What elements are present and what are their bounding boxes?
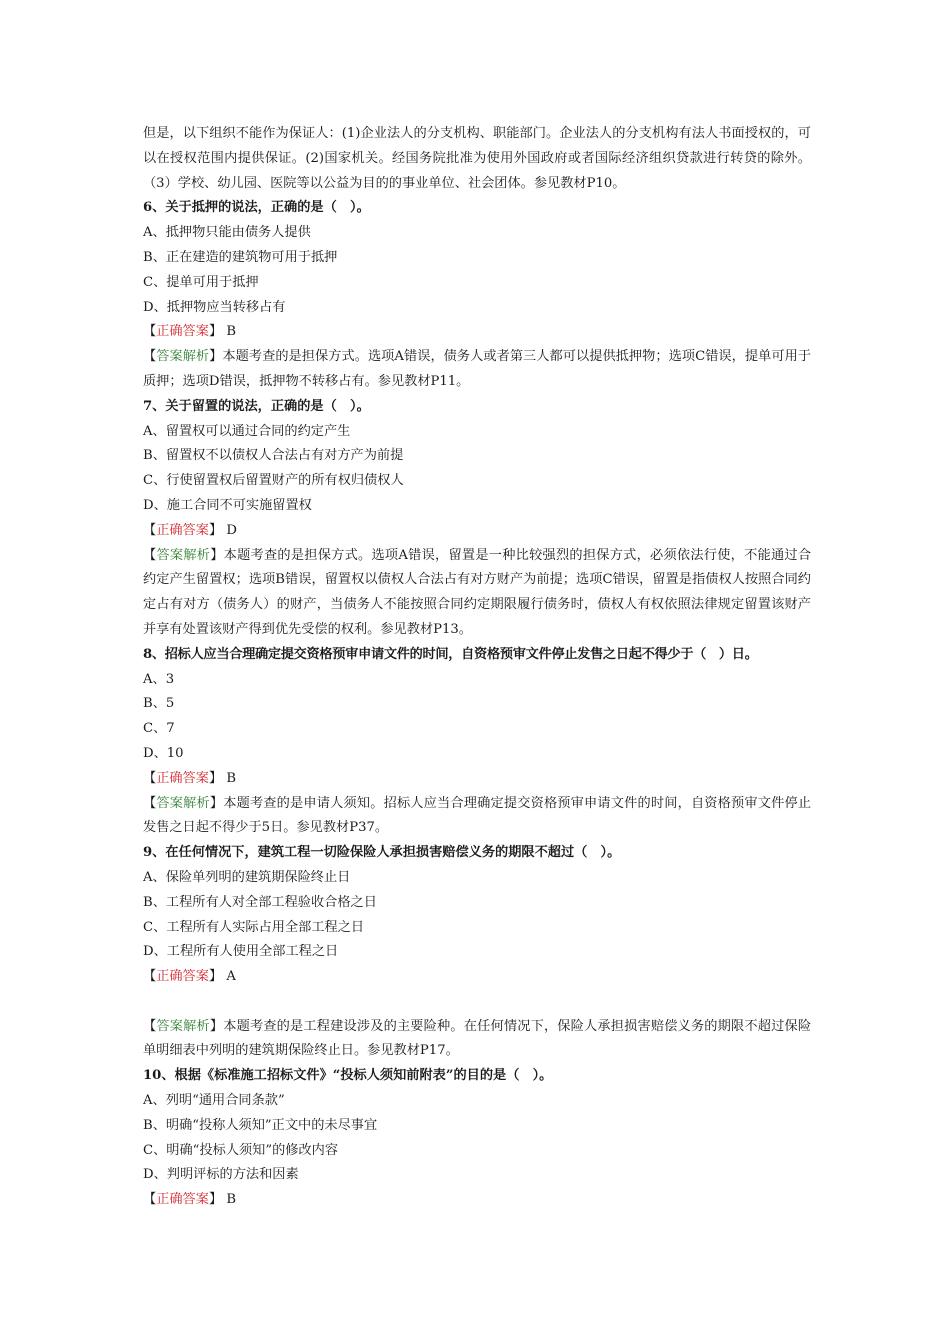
question-8-option-d: D、10: [143, 745, 184, 761]
question-8-answer: 【正确答案】 B: [143, 770, 237, 786]
question-8-option-a: A、3: [143, 671, 175, 687]
question-8-stem: 8、招标人应当合理确定提交资格预审申请文件的时间，自资格预审文件停止发售之日起不得少于（ ）日。: [143, 646, 758, 662]
answer-value: B: [226, 770, 237, 786]
question-9-answer: 【正确答案】 A: [143, 969, 236, 985]
answer-label: 正确答案: [156, 969, 209, 985]
question-6-explanation: 【答案解析】本题考查的是担保方式。选项A错误，债务人或者第三人都可以提供抵押物；选项C错误，提单可用于质押；选项D错误，抵押物不转移占有。参见教材P11。: [143, 349, 812, 389]
question-6-option-c: C、提单可用于抵押: [143, 274, 259, 290]
answer-label: 正确答案: [156, 1192, 209, 1208]
question-9-explanation: 【答案解析】本题考查的是工程建设涉及的主要险种。在任何情况下，保险人承担损害赔偿义务的期限不超过保险单明细表中列明的建筑期保险终止日。参见教材P17。: [143, 1018, 812, 1059]
explanation-text: 本题考查的是工程建设涉及的主要险种。在任何情况下，保险人承担损害赔偿义务的期限不超过保险单明细表中列明的建筑期保险终止日。参见教材P17。: [143, 1018, 812, 1059]
question-7-option-c: C、行使留置权后留置财产的所有权归债权人: [143, 473, 404, 489]
answer-value: B: [226, 324, 237, 340]
question-6-option-b: B、正在建造的建筑物可用于抵押: [143, 249, 338, 265]
question-10-stem: 10、根据《标准施工招标文件》“投标人须知前附表”的目的是（ ）。: [143, 1068, 553, 1084]
question-6-stem: 6、关于抵押的说法，正确的是（ ）。: [143, 200, 370, 216]
question-6-answer: 【正确答案】 B: [143, 324, 237, 340]
explanation-label: 答案解析: [156, 795, 210, 811]
explanation-label: 答案解析: [156, 1018, 210, 1034]
question-10-option-d: D、判明评标的方法和因素: [143, 1167, 299, 1183]
answer-value: B: [226, 1192, 237, 1208]
question-10-answer: 【正确答案】 B: [143, 1192, 237, 1208]
question-9-option-a: A、保险单列明的建筑期保险终止日: [143, 869, 351, 885]
question-9-option-c: C、工程所有人实际占用全部工程之日: [143, 919, 365, 935]
question-10-option-b: B、明确“投称人须知”正文中的未尽事宜: [143, 1117, 378, 1133]
explanation-text: 本题考查的是担保方式。选项A错误，留置是一种比较强烈的担保方式，必须依法行使，不能通过合约定产生留置权；选项B错误，留置权以债权人合法占有对方财产为前提；选项C错误，留置是指债权人按照合同约定占有对方（债务人）的财产，当债务人不能按照合同约定期限履行债务时，债权人有权依照法律规定留置该财产并享有处置该财产得到优先受偿的权利。参见教材P13。: [143, 547, 812, 637]
question-7-option-a: A、留置权可以通过合同的约定产生: [143, 423, 351, 439]
question-7-explanation: 【答案解析】本题考查的是担保方式。选项A错误，留置是一种比较强烈的担保方式，必须依法行使，不能通过合约定产生留置权；选项B错误，留置权以债权人合法占有对方财产为前提；选项C错误，留置是指债权人按照合同约定占有对方（债务人）的财产，当债务人不能按照合同约定期限履行债务时，债权人有权依照法律规定留置该财产并享有处置该财产得到优先受偿的权利。参见教材P13。: [143, 547, 812, 637]
question-7-stem: 7、关于留置的说法，正确的是（ ）。: [143, 398, 370, 414]
question-6-option-a: A、抵押物只能由债务人提供: [143, 225, 311, 241]
intro-paragraph: 但是，以下组织不能作为保证人：(1)企业法人的分支机构、职能部门。企业法人的分支机构有法人书面授权的，可以在授权范围内提供保证。(2)国家机关。经国务院批准为使用外国政府或者国际经济组织贷款进行转贷的除外。（3）学校、幼儿园、医院等以公益为目的的事业单位、社会团体。参见教材P10。: [143, 126, 811, 191]
explanation-label: 答案解析: [156, 349, 210, 365]
explanation-text: 本题考查的是申请人须知。招标人应当合理确定提交资格预审申请文件的时间，自资格预审文件停止发售之日起不得少于5日。参见教材P37。: [143, 795, 812, 836]
question-10-option-a: A、列明“通用合同条款”: [143, 1093, 285, 1109]
question-6-option-d: D、抵押物应当转移占有: [143, 299, 286, 315]
blank-line: [143, 990, 811, 1015]
document-page: [143, 122, 811, 1213]
question-10-option-c: C、明确“投标人须知”的修改内容: [143, 1142, 339, 1158]
question-9-option-d: D、工程所有人使用全部工程之日: [143, 944, 339, 960]
answer-label: 正确答案: [156, 324, 209, 340]
question-9-option-b: B、工程所有人对全部工程验收合格之日: [143, 894, 377, 910]
explanation-text: 本题考查的是担保方式。选项A错误，债务人或者第三人都可以提供抵押物；选项C错误，提单可用于质押；选项D错误，抵押物不转移占有。参见教材P11。: [143, 349, 812, 389]
answer-label: 正确答案: [156, 770, 209, 786]
question-9-stem: 9、在任何情况下，建筑工程一切险保险人承担损害赔偿义务的期限不超过（ ）。: [143, 845, 621, 861]
question-8-option-c: C、7: [143, 721, 175, 737]
answer-label: 正确答案: [156, 522, 209, 538]
question-7-option-b: B、留置权不以债权人合法占有对方产为前提: [143, 448, 404, 464]
question-8-explanation: 【答案解析】本题考查的是申请人须知。招标人应当合理确定提交资格预审申请文件的时间，自资格预审文件停止发售之日起不得少于5日。参见教材P37。: [143, 795, 812, 836]
answer-value: D: [226, 522, 237, 538]
question-7-answer: 【正确答案】 D: [143, 522, 237, 538]
question-7-option-d: D、施工合同不可实施留置权: [143, 497, 312, 513]
explanation-label: 答案解析: [156, 547, 211, 563]
question-8-option-b: B、5: [143, 696, 175, 712]
answer-value: A: [226, 969, 236, 985]
